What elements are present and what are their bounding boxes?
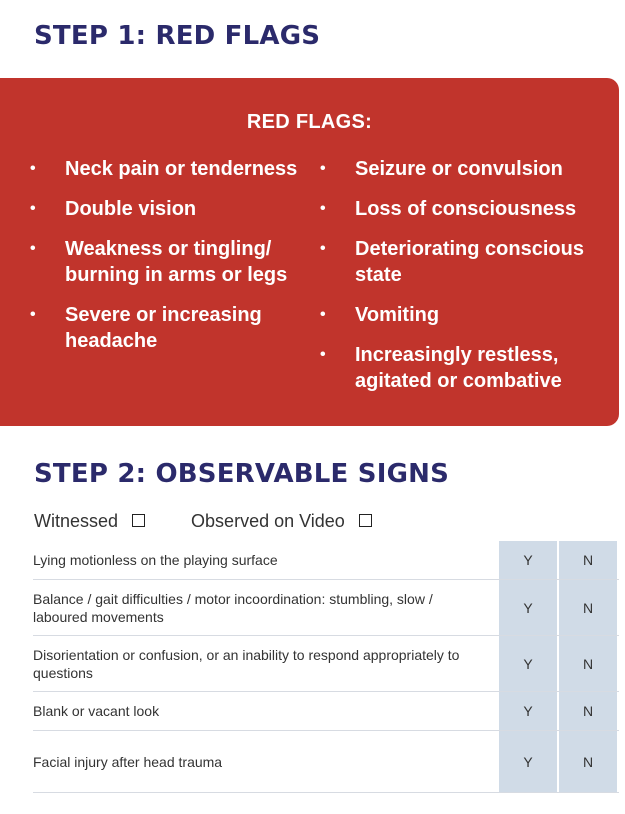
table-row (33, 692, 619, 731)
yes-cell[interactable]: Y (499, 731, 557, 792)
bullet-icon: • (30, 306, 36, 323)
witnessed-label: Witnessed (34, 511, 119, 531)
sign-label: Balance / gait difficulties / motor incoordination: stumbling, slow / laboured movements (33, 590, 433, 625)
no-cell[interactable]: N (559, 636, 617, 691)
red-flag-item: • Severe or increasing headache (30, 304, 262, 352)
no-cell[interactable]: N (559, 692, 617, 730)
table-row (33, 731, 619, 793)
witnessed-option (34, 511, 145, 532)
video-label: Observed on Video (191, 511, 345, 531)
red-flag-item: • Loss of consciousness (320, 198, 577, 220)
no-cell[interactable]: N (559, 580, 617, 635)
observation-source (34, 511, 372, 532)
video-option (191, 511, 372, 532)
sign-label: Lying motionless on the playing surface (33, 552, 278, 568)
bullet-icon: • (320, 240, 326, 257)
sign-label: Disorientation or confusion, or an inability to respond appropriately to questions (33, 646, 460, 681)
red-flag-item: • Vomiting (320, 304, 440, 326)
yes-cell[interactable]: Y (499, 541, 557, 579)
red-flag-item: • Deteriorating conscious state (320, 238, 584, 286)
red-flag-item: • Neck pain or tenderness (30, 158, 298, 180)
step1-heading: STEP 1: RED FLAGS (34, 21, 321, 51)
bullet-icon: • (320, 306, 326, 323)
video-checkbox[interactable] (359, 514, 372, 527)
bullet-icon: • (320, 346, 326, 363)
table-row (33, 580, 619, 636)
yes-cell[interactable]: Y (499, 636, 557, 691)
red-flag-item: • Increasingly restless, agitated or combative (320, 344, 562, 392)
red-flag-item: • Double vision (30, 198, 197, 220)
observable-signs-table (33, 541, 619, 793)
bullet-icon: • (30, 240, 36, 257)
witnessed-checkbox[interactable] (132, 514, 145, 527)
sign-label: Facial injury after head trauma (33, 753, 223, 770)
red-flags-left-column (30, 156, 305, 368)
no-cell[interactable]: N (559, 731, 617, 792)
sign-label: Blank or vacant look (33, 703, 160, 719)
red-flags-title: RED FLAGS: (246, 111, 373, 133)
table-row (33, 541, 619, 580)
yes-cell[interactable]: Y (499, 692, 557, 730)
no-cell[interactable]: N (559, 541, 617, 579)
red-flag-item: • Weakness or tingling/ burning in arms or legs (30, 238, 288, 286)
bullet-icon: • (320, 160, 326, 177)
red-flags-box (0, 78, 619, 426)
red-flag-item: • Seizure or convulsion (320, 158, 563, 180)
bullet-icon: • (30, 200, 36, 217)
bullet-icon: • (320, 200, 326, 217)
table-row (33, 636, 619, 692)
step2-heading: STEP 2: OBSERVABLE SIGNS (34, 459, 449, 489)
bullet-icon: • (30, 160, 36, 177)
yes-cell[interactable]: Y (499, 580, 557, 635)
red-flags-right-column (320, 156, 610, 408)
